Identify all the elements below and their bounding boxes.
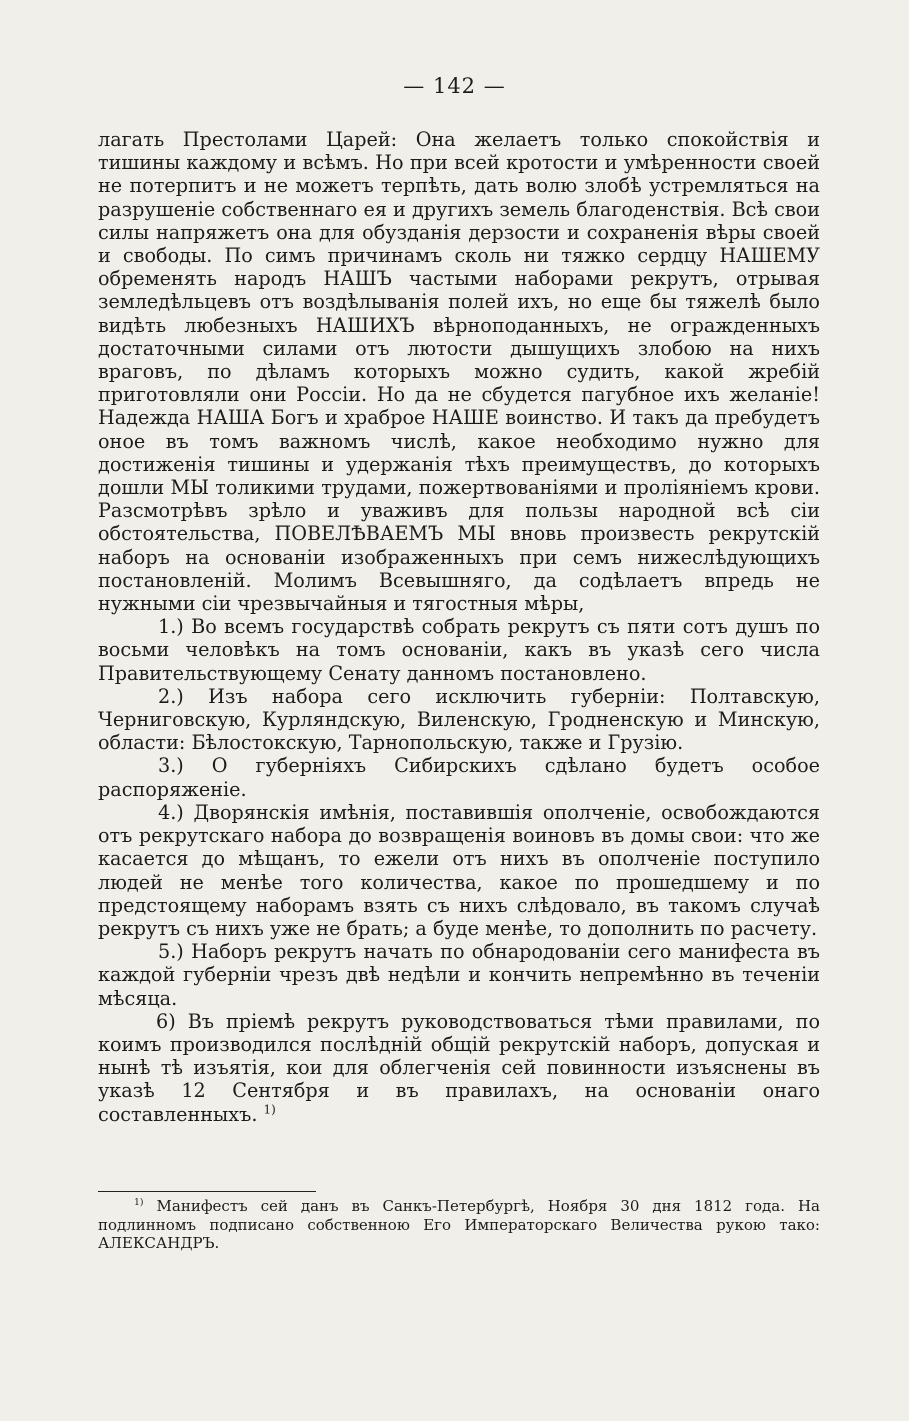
footnote-text: Манифестъ сей данъ въ Санкъ-Петербургѣ, Ноября 30 дня 1812 года. На подлинномъ подписано собственною Его Императорскаго Величества рукою тако: АЛЕКСАНДРЪ. xyxy=(98,1197,820,1253)
item-1: 1.) Во всемъ государствѣ собрать рекрутъ съ пяти сотъ душъ по восьми человѣкъ на томъ основаніи, какъ въ указѣ сего числа Правительствующему Сенату данномъ постановлено. xyxy=(98,615,820,685)
item-3: 3.) О губерніяхъ Сибирскихъ сдѣлано будетъ особое распоряженіе. xyxy=(98,754,820,801)
item-6 xyxy=(98,1010,820,1126)
item-4: 4.) Дворянскія имѣнія, поставившія ополченіе, освобождаются отъ рекрутскаго набора до возвращенія воиновъ въ домы свои: что же касается до мѣщанъ, то ежели отъ нихъ въ ополченіе поступило людей не менѣе того количества, какое по прошедшему и по предстоящему наборамъ взять съ нихъ слѣдовало, въ такомъ случаѣ рекрутъ съ нихъ уже не брать; а буде менѣе, то дополнить по расчету. xyxy=(98,800,820,940)
footnote-mark: 1) xyxy=(134,1197,144,1208)
item-2: 2.) Изъ набора сего исключить губерніи: Полтавскую, Черниговскую, Курляндскую, Виленскую, Гродненскую и Минскую, области: Бѣлостокскую, Тарнопольскую, также и Грузію. xyxy=(98,684,820,755)
item-6-text: 6) Въ пріемѣ рекрутъ руководствоваться тѣми правилами, по коимъ производился послѣдній общій рекрутскій наборъ, допуская и нынѣ тѣ изъятія, кои для облегченія сей повинности изъяснены въ указѣ 12 Сентября и въ правилахъ, на основаніи онаго составленныхъ. xyxy=(98,1009,820,1126)
footnote-paragraph xyxy=(98,1197,820,1253)
page-number: — 142 — xyxy=(403,74,506,98)
item-5: 5.) Наборъ рекрутъ начать по обнародованіи сего манифеста въ каждой губерніи чрезъ двѣ недѣли и кончить непремѣнно въ теченіи мѣсяца. xyxy=(98,940,820,1010)
opening-paragraph: лагать Престолами Царей: Она желаетъ только спокойствія и тишины каждому и всѣмъ. Но при всей кротости и умѣренности своей не потерпитъ и не можетъ терпѣть, дать волю злобѣ устремляться на разрушеніе собственнаго ея и другихъ земель благоденствія. Всѣ свои силы напряжетъ она для обузданія дерзости и сохраненія вѣры своей и свободы. По симъ причинамъ сколь ни тяжко сердцу НАШЕМУ обременять народъ НАШЪ частыми наборами рекрутъ, отрывая земледѣльцевъ отъ воздѣлыванія полей ихъ, но еще бы тяжелѣ было видѣть любезныхъ НАШИХЪ вѣрноподанныхъ, не огражденныхъ достаточными силами отъ лютости дышущихъ злобою на нихъ враговъ, по дѣламъ которыхъ можно судить, какой жребій приготовляли они Россіи. Но да не сбудется пагубное ихъ желаніе! Надежда НАША Богъ и храброе НАШЕ воинство. И такъ да пребудетъ оное въ томъ важномъ числѣ, какое необходимо нужно для достиженія тишины и удержанія тѣхъ преимуществъ, до которыхъ дошли МЫ толикими трудами, пожертвованіями и проліяніемъ крови. Разсмотрѣвъ зрѣло и уваживъ для пользы народной всѣ сіи обстоятельства, ПОВЕЛѢВАЕМЪ МЫ вновь произвесть рекрутскій наборъ на основаніи изображенныхъ при семъ нижеслѣдующихъ постановленій. Молимъ Всевышняго, да содѣлаетъ впредь не нужными сіи чрезвычайныя и тягостныя мѣры, xyxy=(98,128,820,616)
footnote-reference: 1) xyxy=(263,1102,276,1117)
footnote-divider xyxy=(98,1191,316,1192)
footnote xyxy=(98,1197,820,1253)
manifesto-body xyxy=(98,128,820,1126)
